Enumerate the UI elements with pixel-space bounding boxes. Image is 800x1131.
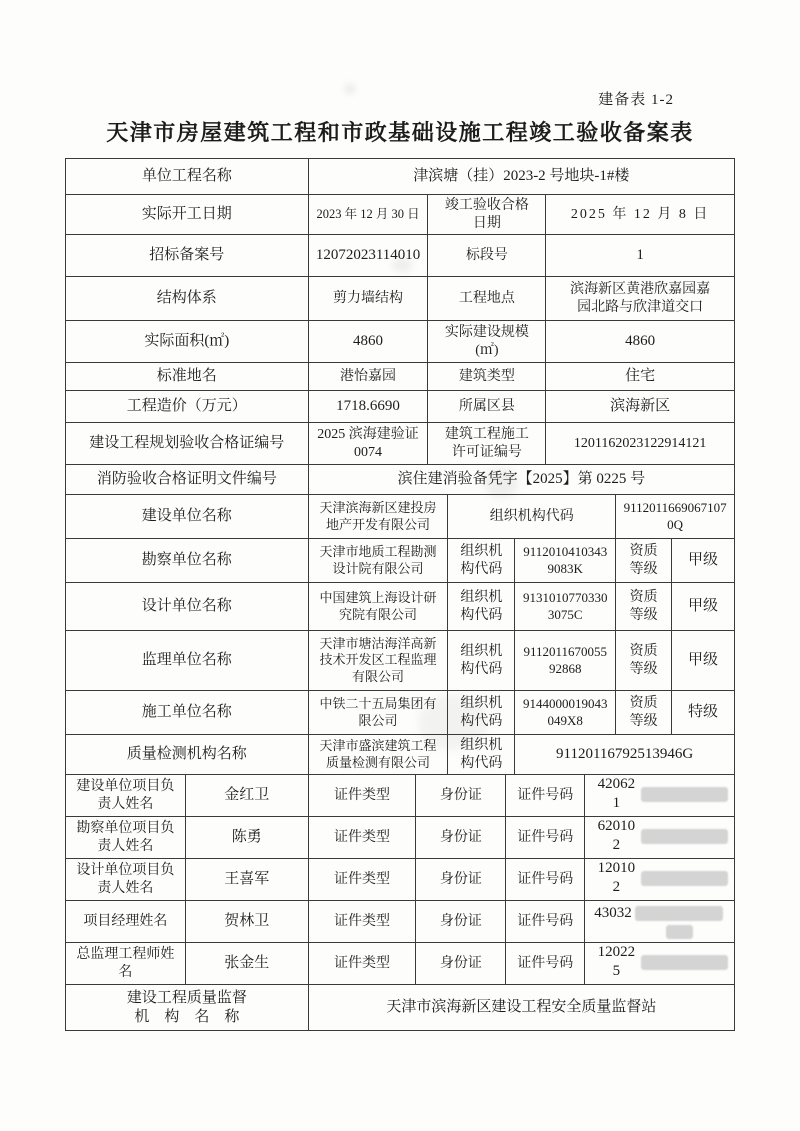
row-survey-unit (65, 539, 735, 583)
building-type-value: 住宅 (546, 363, 735, 391)
quality-supervision-agency-label (66, 985, 309, 1031)
row-design-leader (65, 859, 735, 901)
design-org-code-label: 组织机构代码 (448, 583, 515, 631)
owner-org-code-label: 组织机构代码 (448, 495, 616, 539)
planning-cert-label: 建设工程规划验收合格证编号 (66, 423, 309, 465)
section-no-value: 1 (546, 235, 735, 277)
design-unit-company: 中国建筑上海设计研究院有限公司 (309, 583, 449, 631)
pm-cert-no-value (585, 901, 735, 943)
design-unit-label: 设计单位名称 (66, 583, 309, 631)
row-structure-location (65, 277, 735, 321)
location-label: 工程地点 (428, 277, 546, 321)
design-grade-value: 甲级 (672, 583, 735, 631)
row-area-scale (65, 321, 735, 363)
structure-label: 结构体系 (66, 277, 309, 321)
contractor-org-code-label: 组织机构代码 (448, 691, 515, 735)
supervision-grade-value: 甲级 (672, 631, 735, 691)
redaction-bar (641, 955, 728, 970)
owner-cert-type-label: 证件类型 (309, 775, 417, 817)
redaction-bar (666, 925, 693, 939)
contractor-unit-company: 中铁二十五局集团有限公司 (309, 691, 449, 735)
row-cost-district (65, 391, 735, 423)
survey-unit-label: 勘察单位名称 (66, 539, 309, 583)
row-survey-leader (65, 817, 735, 859)
section-no-label: 标段号 (428, 235, 546, 277)
chief-engineer-name: 张金生 (186, 943, 309, 985)
fire-cert-label: 消防验收合格证明文件编号 (66, 465, 309, 495)
survey-leader-label: 勘察单位项目负责人姓名 (66, 817, 186, 859)
supervision-grade-label: 资质等级 (616, 631, 672, 691)
label-line1: 建设工程质量监督 (126, 989, 247, 1006)
row-bid-record (65, 235, 735, 277)
planning-cert-value: 2025 滨海建验证 0074 (309, 423, 429, 465)
survey-grade-label: 资质等级 (616, 539, 672, 583)
design-cert-no-label: 证件号码 (506, 859, 585, 901)
ce-cert-type-label: 证件类型 (309, 943, 417, 985)
project-cost-label: 工程造价（万元） (66, 391, 309, 423)
location-value: 滨海新区黄港欣嘉园嘉园北路与欣津道交口 (546, 277, 735, 321)
redaction-bar (641, 787, 728, 802)
cert-no-prefix: 120102 (597, 860, 636, 895)
owner-unit-company: 天津滨海新区建投房地产开发有限公司 (309, 495, 449, 539)
contractor-grade-value: 特级 (672, 691, 735, 735)
ce-cert-no-label: 证件号码 (506, 943, 585, 985)
standard-place-label: 标准地名 (66, 363, 309, 391)
design-cert-type-value: 身份证 (416, 859, 506, 901)
row-design-unit (65, 583, 735, 631)
survey-cert-no-label: 证件号码 (506, 817, 585, 859)
unit-project-name-label: 单位工程名称 (66, 159, 309, 195)
actual-area-label: 实际面积(㎡) (66, 321, 309, 363)
unit-project-name-value: 津滨塘（挂）2023-2 号地块-1#楼 (309, 159, 735, 195)
design-leader-name: 王喜军 (186, 859, 309, 901)
owner-cert-no-label: 证件号码 (506, 775, 585, 817)
owner-cert-no-value (585, 775, 735, 817)
form-code: 建备表 1-2 (598, 92, 674, 108)
quality-supervision-agency-value: 天津市滨海新区建设工程安全质量监督站 (309, 985, 735, 1031)
survey-cert-type-label: 证件类型 (309, 817, 417, 859)
supervision-unit-label: 监理单位名称 (66, 631, 309, 691)
label-line2: 机 构 名 称 (134, 1008, 240, 1025)
ce-cert-type-value: 身份证 (416, 943, 506, 985)
construction-permit-value: 1201162023122914121 (546, 423, 735, 465)
testing-org-code-value: 91120116792513946G (515, 735, 735, 775)
testing-agency-label: 质量检测机构名称 (66, 735, 309, 775)
chief-engineer-label: 总监理工程师姓名 (66, 943, 186, 985)
ce-cert-no-value (585, 943, 735, 985)
contractor-org-code-value: 9144000019043049X8 (515, 691, 616, 735)
project-manager-name: 贺林卫 (186, 901, 309, 943)
redaction-bar (635, 906, 723, 921)
row-fire-cert (65, 465, 735, 495)
testing-org-code-label: 组织机构代码 (448, 735, 515, 775)
design-cert-no-value (585, 859, 735, 901)
build-scale-label: 实际建设规模(㎡) (428, 321, 546, 363)
fire-cert-value: 滨住建消验备凭字【2025】第 0225 号 (309, 465, 735, 495)
survey-cert-no-value (585, 817, 735, 859)
row-chief-engineer (65, 943, 735, 985)
row-unit-project-name (65, 159, 735, 195)
survey-org-code-label: 组织机构代码 (448, 539, 515, 583)
owner-leader-name: 金红卫 (186, 775, 309, 817)
project-manager-label: 项目经理姓名 (66, 901, 186, 943)
supervision-unit-company: 天津市塘沽海洋高新技术开发区工程监理有限公司 (309, 631, 449, 691)
structure-value: 剪力墙结构 (309, 277, 429, 321)
redaction-bar (641, 829, 728, 844)
acceptance-date-label: 竣工验收合格日期 (428, 195, 546, 235)
page-title: 天津市房屋建筑工程和市政基础设施工程竣工验收备案表 (106, 120, 694, 145)
pm-cert-no-label: 证件号码 (506, 901, 585, 943)
design-leader-label: 设计单位项目负责人姓名 (66, 859, 186, 901)
owner-org-code-value: 91120116690671070Q (616, 495, 735, 539)
owner-cert-type-value: 身份证 (416, 775, 506, 817)
contractor-unit-label: 施工单位名称 (66, 691, 309, 735)
district-value: 滨海新区 (546, 391, 735, 423)
survey-org-code-value: 91120104103439083K (515, 539, 616, 583)
row-quality-supervision-agency (65, 985, 735, 1031)
district-label: 所属区县 (428, 391, 546, 423)
row-project-manager (65, 901, 735, 943)
row-owner-unit (65, 495, 735, 539)
bid-record-value: 12072023114010 (309, 235, 429, 277)
row-owner-leader (65, 775, 735, 817)
actual-area-value: 4860 (309, 321, 429, 363)
contractor-grade-label: 资质等级 (616, 691, 672, 735)
acceptance-date-value: 2025 年 12 月 8 日 (546, 195, 735, 235)
design-cert-type-label: 证件类型 (309, 859, 417, 901)
building-type-label: 建筑类型 (428, 363, 546, 391)
row-testing-agency (65, 735, 735, 775)
supervision-org-code-label: 组织机构代码 (448, 631, 515, 691)
cert-no-prefix: 420621 (597, 776, 636, 811)
pm-cert-type-value: 身份证 (416, 901, 506, 943)
survey-leader-name: 陈勇 (186, 817, 309, 859)
standard-place-value: 港怡嘉园 (309, 363, 429, 391)
build-scale-value: 4860 (546, 321, 735, 363)
cert-no-prefix: 43032 (594, 904, 632, 921)
testing-agency-company: 天津市盛滨建筑工程质量检测有限公司 (309, 735, 449, 775)
supervision-org-code-value: 911201167005592868 (515, 631, 616, 691)
scan-artifact (346, 86, 354, 92)
bid-record-label: 招标备案号 (66, 235, 309, 277)
cert-no-prefix: 120225 (597, 944, 636, 979)
pm-cert-type-label: 证件类型 (309, 901, 417, 943)
start-date-label: 实际开工日期 (66, 195, 309, 235)
row-dates (65, 195, 735, 235)
construction-permit-label: 建筑工程施工许可证编号 (428, 423, 546, 465)
start-date-value: 2023 年 12 月 30 日 (309, 195, 429, 235)
row-supervision-unit (65, 631, 735, 691)
survey-cert-type-value: 身份证 (416, 817, 506, 859)
row-contractor-unit (65, 691, 735, 735)
cert-no-prefix: 620102 (597, 818, 636, 853)
filing-table (65, 158, 735, 1031)
row-certs (65, 423, 735, 465)
project-cost-value: 1718.6690 (309, 391, 429, 423)
design-grade-label: 资质等级 (616, 583, 672, 631)
survey-grade-value: 甲级 (672, 539, 735, 583)
owner-unit-label: 建设单位名称 (66, 495, 309, 539)
row-place-type (65, 363, 735, 391)
owner-leader-label: 建设单位项目负责人姓名 (66, 775, 186, 817)
survey-unit-company: 天津市地质工程勘测设计院有限公司 (309, 539, 449, 583)
redaction-bar (641, 871, 728, 886)
design-org-code-value: 91310107703303075C (515, 583, 616, 631)
